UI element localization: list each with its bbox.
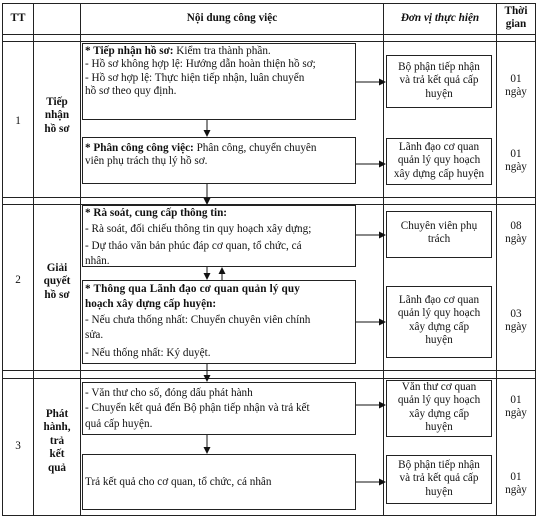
header-content: Nội dung công việc: [186, 12, 278, 24]
step-line: quả cấp huyện.: [85, 417, 153, 430]
stage-line: quả: [47, 461, 67, 474]
step-title-rest: Kiểm tra thành phần.: [173, 45, 271, 57]
step-line: viên phụ trách thụ lý hồ sơ.: [85, 155, 208, 168]
stage-line: kết: [49, 448, 65, 461]
stage-line: hồ sơ: [44, 122, 70, 135]
stage-line: Tiếp: [46, 96, 68, 108]
duration-value: 01: [510, 73, 522, 85]
duration-value: 01: [510, 148, 522, 160]
stage-line: Giải: [46, 262, 68, 274]
header-time-line2: gian: [505, 18, 527, 31]
duration-unit: ngày: [505, 233, 527, 246]
section-2-number: 2: [15, 274, 21, 286]
step-title: * Rà soát, cung cấp thông tin:: [85, 207, 228, 219]
stage-line: quyết: [43, 275, 71, 288]
section-1-number: 1: [15, 115, 21, 127]
unit-line: Lãnh đạo cơ quan: [398, 294, 480, 306]
step-line: - Văn thư cho số, đóng dấu phát hành: [85, 387, 253, 399]
section-3-number: 3: [15, 440, 21, 452]
unit-line: huyện: [425, 87, 453, 100]
step-line: - Hồ sơ hợp lệ: Thực hiện tiếp nhận, luân chuyển: [85, 71, 305, 84]
unit-line: Chuyên viên phụ: [400, 220, 478, 232]
unit-line: xây dựng cấp: [408, 407, 470, 420]
stage-line: trả: [49, 434, 65, 447]
unit-line: Bộ phận tiếp nhận: [398, 61, 480, 73]
stage-line: nhận: [44, 109, 70, 122]
duration-value: 01: [510, 394, 522, 406]
unit-line: huyện: [425, 421, 453, 434]
duration-unit: ngày: [505, 161, 527, 174]
step-line: - Hồ sơ không hợp lệ: Hướng dẫn hoàn thiện hồ sơ;: [85, 58, 316, 71]
unit-line: Bộ phận tiếp nhận: [398, 459, 480, 471]
unit-line: và trả kết quả cấp: [399, 74, 479, 87]
step-line: nhân.: [85, 255, 110, 268]
duration-unit: ngày: [505, 484, 527, 497]
step-title: * Thông qua Lãnh đạo cơ quan quản lý quy: [85, 283, 301, 295]
duration-value: 03: [510, 308, 522, 320]
step-line: - Chuyển kết quả đến Bộ phận tiếp nhận và trả kết: [85, 402, 310, 415]
duration-unit: ngày: [505, 407, 527, 420]
duration-unit: ngày: [505, 86, 527, 99]
duration-unit: ngày: [505, 321, 527, 334]
header-time-line1: Thời: [504, 5, 528, 17]
unit-line: xây dựng cấp: [408, 320, 470, 333]
unit-line: quản lý quy hoạch: [397, 394, 481, 407]
unit-line: Lãnh đạo cơ quan: [398, 141, 480, 153]
step-title: hoạch xây dựng cấp huyện:: [85, 298, 217, 311]
header-tt: TT: [10, 12, 26, 24]
unit-line: trách: [427, 233, 451, 246]
step-line: - Rà soát, đối chiếu thông tin quy hoạch xây dựng;: [85, 223, 312, 236]
unit-line: Văn thư cơ quan: [401, 381, 477, 393]
step-line: hồ sơ theo quy định.: [85, 85, 177, 98]
step-title-rest: Phân công, chuyển chuyên: [193, 142, 317, 154]
stage-line: hồ sơ: [44, 288, 70, 301]
step-line: sửa.: [85, 329, 104, 342]
unit-line: và trả kết quả cấp: [399, 472, 479, 485]
duration-value: 08: [510, 220, 522, 232]
unit-line: huyện: [425, 485, 453, 498]
step-line: - Nếu thống nhất: Ký duyệt.: [85, 346, 211, 359]
step-title: * Phân công công việc:: [85, 142, 194, 154]
unit-line: huyện: [425, 334, 453, 347]
step-line: Trả kết quả cho cơ quan, tổ chức, cá nhân: [85, 476, 272, 488]
stage-line: Phát: [45, 408, 69, 420]
step-line: - Dự thảo văn bản phúc đáp cơ quan, tổ chức, cá: [85, 239, 302, 252]
unit-line: quản lý quy hoạch: [397, 307, 481, 320]
stage-line: hành,: [43, 421, 71, 434]
step-line: - Nếu chưa thống nhất: Chuyển chuyên viên chính: [85, 313, 311, 326]
header-unit: Đơn vị thực hiện: [400, 12, 480, 24]
step-title: * Tiếp nhận hồ sơ:: [85, 45, 174, 57]
duration-value: 01: [510, 471, 522, 483]
unit-line: quản lý quy hoạch: [397, 154, 481, 167]
unit-line: xây dựng cấp huyện: [393, 167, 485, 180]
